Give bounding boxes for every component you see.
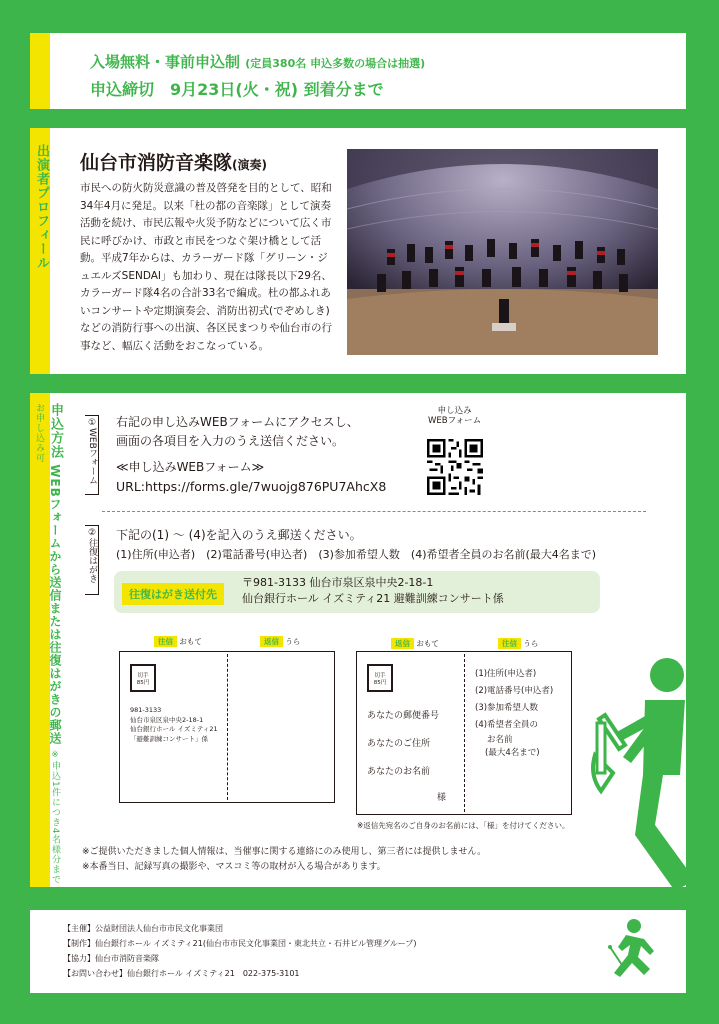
trumpet-player-figure bbox=[575, 655, 719, 895]
footer-contact: 【お問い合わせ】仙台銀行ホール イズミティ21 022-375-3101 bbox=[63, 969, 300, 978]
footer-production: 【制作】仙台銀行ホール イズミティ21(仙台市市民文化事業団・東北共立・石井ビル管理グループ) bbox=[63, 939, 417, 948]
card2-item: (1)住所(申込者) bbox=[475, 669, 537, 679]
card1-addr-line: 仙台銀行ホール イズミティ21 bbox=[130, 725, 218, 733]
send-address bbox=[242, 575, 504, 607]
card2-name-line: あなたのお名前 bbox=[367, 767, 431, 777]
card1-front-tag bbox=[154, 636, 202, 647]
profile-panel bbox=[30, 128, 686, 374]
postcard-reply bbox=[356, 651, 572, 815]
running-man-icon bbox=[606, 917, 664, 983]
step-postcard-label bbox=[85, 525, 99, 595]
card2-back-badge: 往信 bbox=[498, 638, 521, 649]
note-line: ※本番当日、記録写真の撮影や、マスコミ等の取材が入る場合があります。 bbox=[82, 862, 386, 872]
step1-text: ①WEBフォーム bbox=[87, 418, 97, 485]
card1-addr-line: 仙台市泉区泉中央2-18-1 bbox=[130, 715, 204, 724]
card1-back-badge: 返信 bbox=[260, 636, 283, 647]
card2-item: お名前 bbox=[487, 735, 513, 745]
card1-front-badge: 往信 bbox=[154, 636, 177, 647]
note-line: ※ご提供いただきました個人情報は、当催事に関する連絡にのみ使用し、第三者には提供しません。 bbox=[82, 847, 487, 857]
step2-text: ②往復はがき bbox=[87, 528, 97, 583]
card2-item: (2)電話番号(申込者) bbox=[475, 686, 554, 696]
send-address-line2: 仙台銀行ホール イズミティ21 避難訓練コンサート係 bbox=[242, 592, 504, 605]
postcard-outgoing bbox=[119, 651, 335, 803]
send-address-line1: 〒981-3133 仙台市泉区泉中央2-18-1 bbox=[242, 576, 434, 589]
apply-heading: 申込方法 bbox=[48, 403, 63, 459]
post-instruction-1: 下記の(1) ～ (4)を記入のうえ郵送ください。 bbox=[116, 528, 362, 542]
card2-back-tag bbox=[498, 638, 538, 649]
postcard-fold-line bbox=[227, 654, 228, 800]
privacy-notes bbox=[82, 845, 486, 875]
return-note: ※返信先宛名のご自身のお名前には、「様」を付けてください。 bbox=[357, 821, 570, 830]
card2-front-badge: 返信 bbox=[391, 638, 414, 649]
apply-note: ※申込1件につき4名様分までお申し込み可 bbox=[34, 403, 60, 885]
stamp-box: 切手 85円 bbox=[367, 664, 393, 692]
post-instruction-2: (1)住所(申込者) (2)電話番号(申込者) (3)参加希望人数 (4)希望者全員のお名前(最大4名まで) bbox=[116, 548, 597, 561]
card2-items bbox=[475, 666, 553, 760]
card2-zip-line: あなたの郵便番号 bbox=[367, 711, 440, 721]
card2-front-label: おもて bbox=[416, 639, 439, 648]
card1-address bbox=[130, 706, 218, 744]
send-address-box bbox=[114, 571, 600, 613]
admission-text: 入場無料・事前申込制 bbox=[90, 53, 241, 71]
qr-code-icon[interactable] bbox=[427, 439, 483, 495]
step-web-form-label bbox=[85, 415, 99, 495]
profile-section-label: 出演者プロフィール bbox=[34, 144, 49, 270]
card2-back-label: うら bbox=[523, 639, 539, 648]
web-form-url[interactable]: URL:https://forms.gle/7wuojg876PU7AhcX8 bbox=[116, 479, 387, 494]
web-instruction-2: 画面の各項目を入力のうえ送信ください。 bbox=[116, 434, 345, 448]
postcard-fold-line bbox=[464, 654, 465, 812]
footer-cooperation: 【協力】仙台市消防音楽隊 bbox=[63, 954, 159, 963]
apply-subheading: WEBフォームから送信または往復はがきの郵送 bbox=[48, 464, 62, 745]
card1-addr-line: 「避難訓練コンサート」係 bbox=[130, 734, 208, 743]
stamp-box: 切手 85円 bbox=[130, 664, 156, 692]
card1-back-tag bbox=[260, 636, 300, 647]
admission-panel bbox=[30, 33, 686, 109]
card1-back-label: うら bbox=[285, 637, 301, 646]
send-address-tag: 往復はがき送付先 bbox=[122, 583, 224, 605]
card2-front-tag bbox=[391, 638, 439, 649]
web-form-heading: ≪申し込みWEBフォーム≫ bbox=[116, 460, 265, 474]
admission-note: (定員380名 申込多数の場合は抽選) bbox=[245, 57, 426, 70]
section-divider bbox=[102, 511, 646, 512]
qr-label: 申し込み WEBフォーム bbox=[428, 406, 482, 426]
admission-line bbox=[90, 51, 425, 72]
card2-honorific: 様 bbox=[437, 793, 447, 803]
band-name: 仙台市消防音楽隊 bbox=[80, 152, 233, 174]
card2-item: (最大4名まで) bbox=[485, 748, 540, 758]
apply-section-label bbox=[32, 403, 65, 887]
card1-front-label: おもて bbox=[179, 637, 202, 646]
card2-item: (3)参加希望人数 bbox=[475, 703, 539, 713]
web-instruction-1: 右記の申し込みWEBフォームにアクセスし、 bbox=[116, 415, 359, 429]
band-photo bbox=[347, 149, 658, 355]
card1-addr-line: 981-3133 bbox=[130, 706, 162, 714]
profile-description: 市民への防火防災意識の普及啓発を目的として、昭和34年4月に発足。以来「杜の都の音楽隊」として演奏活動を続け、市民広報や火災予防などについて広く市民に呼びかけ、市政と市民をつなぐ架け橋として活動。平成7年からは、カラーガード隊「グリーン・ジュエルズSENDAI」も加わり、現在は隊長以下29名、カラーガード隊4名の合計33名で編成。杜の都ふれあいコンサートや定期演奏会、消防出初式(でぞめしき)などの消防行事への出演、各区民まつりや仙台市の行事など、幅広く活動をおこなっている。 bbox=[80, 182, 332, 352]
card2-address-line: あなたのご住所 bbox=[367, 739, 431, 749]
accent-bar bbox=[30, 33, 50, 109]
deadline: 申込締切 9月23日(火・祝) 到着分まで bbox=[90, 80, 384, 99]
footer-organizer: 【主催】公益財団法人仙台市市民文化事業団 bbox=[63, 924, 223, 933]
card2-item: (4)希望者全員の bbox=[475, 720, 539, 730]
band-role: (演奏) bbox=[232, 158, 267, 172]
footer-panel bbox=[30, 910, 686, 993]
profile-title bbox=[80, 148, 267, 175]
